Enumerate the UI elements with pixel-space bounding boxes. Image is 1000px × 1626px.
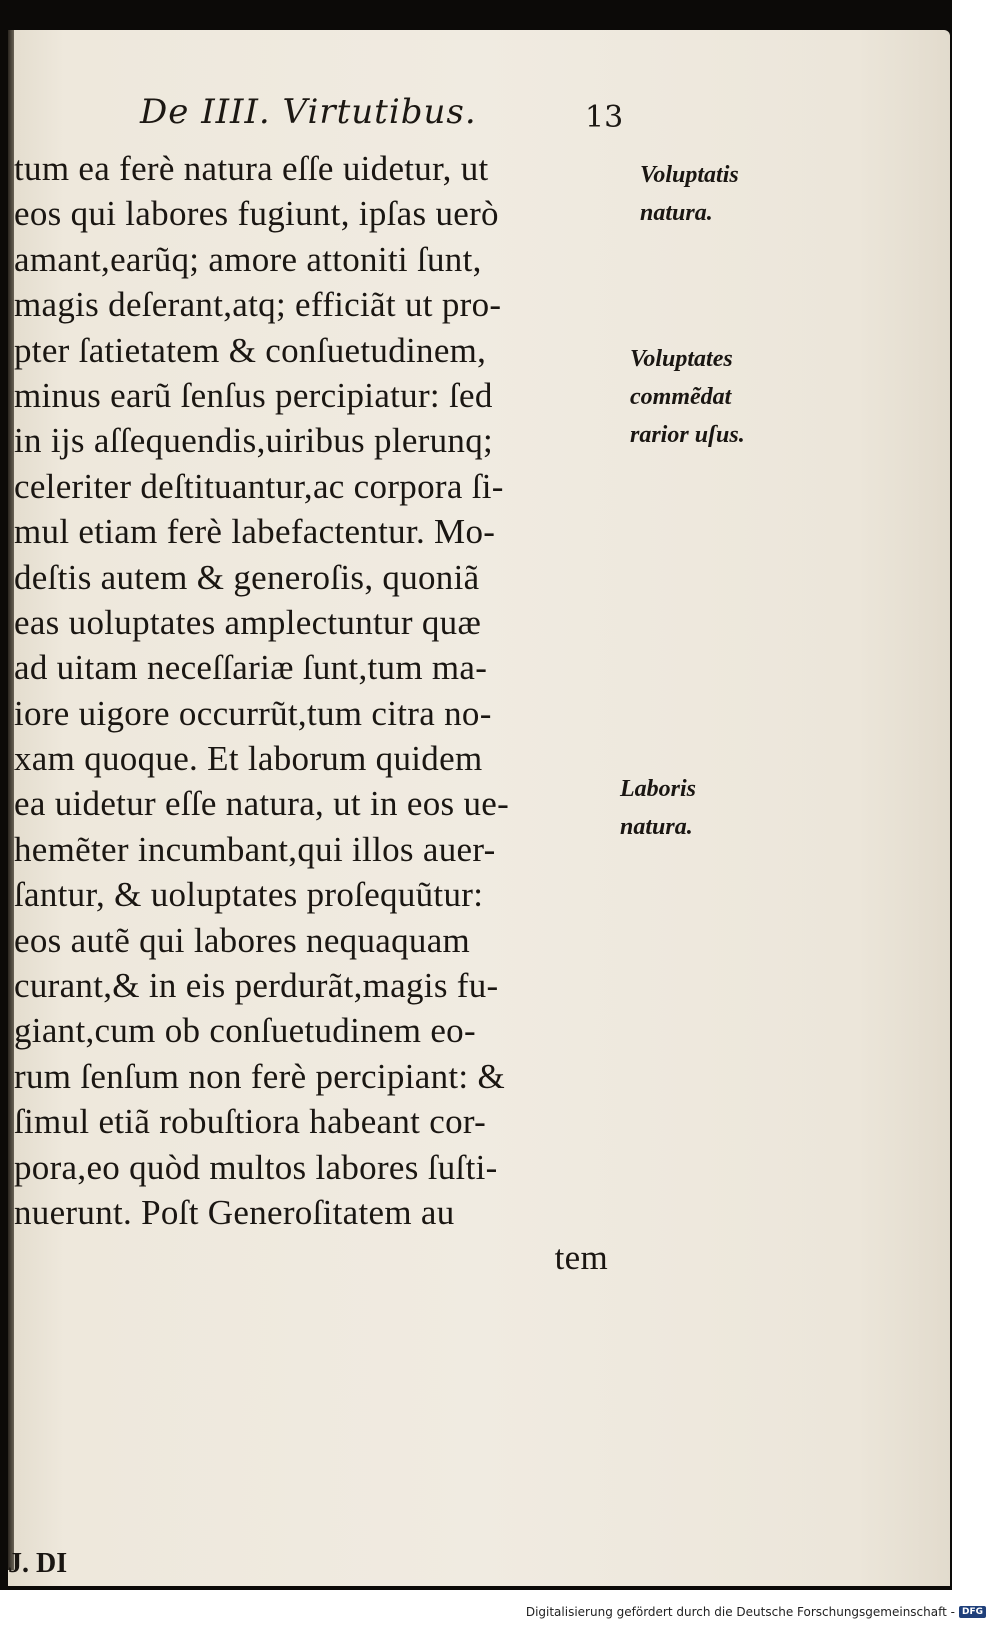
text-line: giant,cum ob conſuetudinem eo- [14, 1011, 476, 1051]
margin-note: Voluptates commẽdat rarior uſus. [630, 346, 745, 448]
text-line: eos qui labores fugiunt, ipſas uerò [14, 194, 499, 234]
text-line: pora,eo quòd multos labores ſuſti- [14, 1147, 498, 1187]
text-line: iore uigore occurrũt,tum citra no- [14, 693, 492, 733]
margin-note: Voluptatis natura. [640, 162, 739, 226]
text-line: hemẽter incumbant,qui illos auer- [14, 829, 496, 869]
text-line: ea uidetur eſſe natura, ut in eos ue- [14, 784, 510, 824]
text-line: ad uitam neceſſariæ ſunt,tum ma- [14, 648, 488, 688]
text-line: eos autẽ qui labores nequaquam [14, 920, 471, 960]
text-line: magis deſerant,atq; efficiãt ut pro- [14, 285, 502, 325]
footer-text: Digitalisierung gefördert durch die Deutsche Forschungsgemeinschaft - [525, 1605, 955, 1619]
body-text [14, 146, 614, 1281]
text-line: amant,earũq; amore attoniti ſunt, [14, 239, 482, 279]
catchword: tem [554, 1238, 608, 1278]
text-line: pter ſatietatem & conſuetudinem, [14, 330, 487, 370]
text-line: ſimul etiã robuſtiora habeant cor- [14, 1102, 487, 1142]
text-line: minus earũ ſenſus percipiatur: ſed [14, 375, 493, 415]
dfg-logo: DFG [959, 1606, 986, 1618]
running-head: De IIII. Virtutibus. [140, 92, 477, 132]
text-line: in ijs aſſequendis,uiribus plerunq; [14, 421, 494, 461]
text-line: ſantur, & uoluptates proſequũtur: [14, 875, 484, 915]
text-line: mul etiam ferè labefactentur. Mo- [14, 512, 496, 552]
text-line: curant,& in eis perdurãt,magis fu- [14, 966, 499, 1006]
digitization-footer [526, 1605, 986, 1619]
margin-note: Laboris natura. [620, 776, 697, 840]
text-line: xam quoque. Et laborum quidem [14, 739, 483, 779]
text-line: rum ſenſum non ferè percipiant: & [14, 1056, 505, 1096]
text-line: nuerunt. Poſt Generoſitatem au [14, 1192, 455, 1232]
text-line: tum ea ferè natura eſſe uidetur, ut [14, 149, 489, 188]
page-number: 13 [585, 100, 624, 135]
bottom-marks: J. DI [8, 1548, 68, 1579]
text-line: eas uoluptates amplectuntur quæ [14, 602, 482, 642]
text-line: celeriter deſtituantur,ac corpora ſi- [14, 466, 504, 506]
text-line: deſtis autem & generoſis, quoniã [14, 557, 480, 597]
